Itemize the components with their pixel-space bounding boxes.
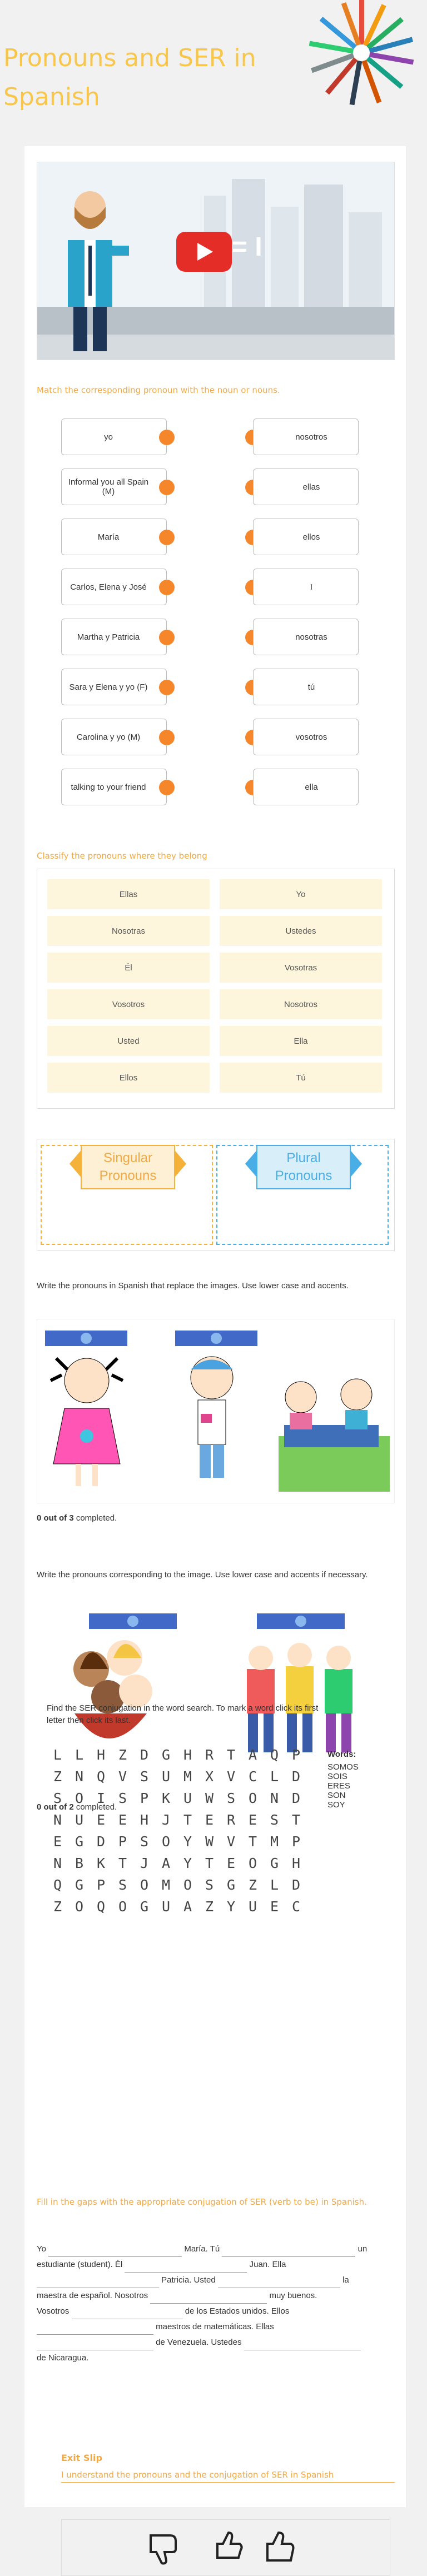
classify-item[interactable]: Ellos [47,1063,210,1093]
wordsearch-word-list [327,1750,359,1810]
thumbs-up-icon[interactable] [267,2533,294,2560]
gap-5[interactable] [218,2276,340,2288]
grid-letter[interactable]: Q [96,1899,106,1915]
grid-letter[interactable]: T [291,1812,301,1828]
answer-field-2[interactable] [175,1331,257,1346]
classify-buckets [37,1139,395,1251]
grid-letter[interactable]: Y [226,1899,236,1915]
pronoun-images-girls-boys [58,1636,369,1763]
grid-letter[interactable]: P [118,1833,127,1850]
grid-letter[interactable]: E [226,1855,236,1871]
grid-letter[interactable]: R [205,1747,214,1763]
match-right-item[interactable]: nosotras [253,619,359,655]
grid-letter[interactable]: D [140,1747,149,1763]
match-left-connector[interactable] [159,430,175,445]
match-left-item[interactable]: Martha y Patricia [61,619,167,655]
match-right-item[interactable]: vosotros [253,719,359,755]
grid-letter[interactable]: S [118,1790,127,1806]
grid-row [47,1812,307,1833]
grid-letter[interactable]: L [53,1747,62,1763]
grid-letter[interactable]: E [248,1812,257,1828]
grid-letter[interactable]: G [161,1747,171,1763]
match-row [61,519,359,557]
grid-letter[interactable]: O [118,1899,127,1915]
wordsearch-grid[interactable] [47,1747,307,1920]
grid-letter[interactable]: T [183,1812,192,1828]
gap-1[interactable] [48,2245,182,2257]
match-right-item[interactable]: nosotros [253,418,359,455]
grid-row [47,1790,307,1812]
grid-letter[interactable]: D [291,1877,301,1893]
grid-letter[interactable]: D [291,1790,301,1806]
grid-letter[interactable]: C [248,1768,257,1785]
grid-row [47,1747,307,1768]
grid-letter[interactable]: Y [183,1833,192,1850]
classify-item[interactable]: Ellas [47,879,210,909]
grid-letter[interactable]: W [205,1790,214,1806]
match-right-item[interactable]: ellas [253,469,359,505]
answer-field-1[interactable] [45,1331,127,1346]
grid-letter[interactable]: H [140,1812,149,1828]
match-instruction: Match the corresponding pronoun with the noun or nouns. [37,385,280,395]
grid-letter[interactable]: T [248,1833,257,1850]
images2-instruction: Write the pronouns corresponding to the image. Use lower case and accents if necessary. [37,1570,368,1580]
classify-item[interactable]: Ustedes [220,916,382,946]
grid-letter[interactable]: V [226,1833,236,1850]
grid-letter[interactable]: M [270,1833,279,1850]
grid-letter[interactable]: S [205,1877,214,1893]
grid-letter[interactable]: U [75,1812,84,1828]
gap-9[interactable] [37,2339,153,2350]
grid-letter[interactable]: I [96,1790,106,1806]
classify-heading [37,851,394,861]
classify-item[interactable]: Ella [220,1026,382,1056]
word-item: SOY [327,1800,345,1810]
grid-letter[interactable]: A [183,1899,192,1915]
fill-heading [37,2197,394,2207]
grid-letter[interactable]: X [205,1768,214,1785]
word-item: SON [327,1791,346,1800]
images1-score: 0 out of 3 completed. [37,1513,117,1523]
fill-instruction: Fill in the gaps with the appropriate conjugation of SER (verb to be) in Spanish. [37,2197,367,2207]
grid-letter[interactable]: N [53,1812,62,1828]
grid-letter[interactable]: G [75,1877,84,1893]
play-icon [197,243,213,261]
grid-letter[interactable]: G [270,1855,279,1871]
match-row [61,569,359,607]
grid-row [47,1855,307,1877]
classify-item[interactable]: Nosotros [220,989,382,1019]
grid-letter[interactable]: K [96,1855,106,1871]
colored-pencils-image [300,0,427,106]
gap-4[interactable] [37,2276,159,2288]
grid-letter[interactable]: L [270,1768,279,1785]
grid-letter[interactable]: Q [270,1747,279,1763]
grid-letter[interactable]: H [183,1747,192,1763]
classify-item[interactable]: Nosotras [47,916,210,946]
grid-letter[interactable]: E [118,1812,127,1828]
grid-letter[interactable]: G [226,1877,236,1893]
grid-letter[interactable]: S [53,1790,62,1806]
grid-letter[interactable]: A [161,1855,171,1871]
grid-letter[interactable]: J [140,1855,149,1871]
grid-letter[interactable]: N [270,1790,279,1806]
match-right-item[interactable]: tú [253,669,359,705]
grid-letter[interactable]: N [75,1768,84,1785]
match-row [61,418,359,457]
match-right-item[interactable]: ellos [253,519,359,555]
grid-letter[interactable]: K [161,1790,171,1806]
grid-letter[interactable]: V [118,1768,127,1785]
gap-7[interactable] [72,2308,183,2319]
grid-letter[interactable]: O [75,1899,84,1915]
grid-letter[interactable]: O [183,1877,192,1893]
gap-8[interactable] [37,2323,153,2335]
grid-letter[interactable]: O [248,1790,257,1806]
classify-item[interactable]: Yo [220,879,382,909]
grid-letter[interactable]: U [161,1899,171,1915]
grid-letter[interactable]: Y [183,1855,192,1871]
fill-paragraph: Yo María. Tú un estudiante (student). Él Juan. Ella Patricia. Usted la maestra de español. Nosotros muy buenos. Vosotros de los Estados unidos. Ellos maestros de matemáticas. Ellas de Venezuela. Ustedes de Nicaragua. [37,2244,368,2363]
classify-item[interactable]: Vosotros [47,989,210,1019]
word-item: SOIS [327,1772,347,1781]
grid-letter[interactable]: M [183,1768,192,1785]
exit-title: Exit Slip [61,2453,102,2463]
grid-letter[interactable]: C [291,1899,301,1915]
grid-row [47,1768,307,1790]
grid-letter[interactable]: S [270,1812,279,1828]
wordsearch-instruction: Find the SER conjugation in the word search. To mark a word click its first letter then click its last. [47,1703,319,1725]
exit-rating [61,2519,390,2576]
grid-letter[interactable]: Z [53,1899,62,1915]
grid-letter[interactable]: E [205,1812,214,1828]
match-right-item[interactable]: ella [253,769,359,805]
images1-section [37,1280,394,1292]
grid-letter[interactable]: P [291,1833,301,1850]
grid-letter[interactable]: P [96,1877,106,1893]
video-equation: = I [232,232,262,262]
grid-letter[interactable]: P [291,1747,301,1763]
grid-letter[interactable]: G [140,1899,149,1915]
match-right-item[interactable]: I [253,569,359,605]
grid-letter[interactable]: O [140,1877,149,1893]
classify-item[interactable]: Tú [220,1063,382,1093]
grid-letter[interactable]: D [96,1833,106,1850]
classify-item[interactable]: Usted [47,1026,210,1056]
grid-letter[interactable]: T [118,1855,127,1871]
grid-letter[interactable]: S [140,1768,149,1785]
grid-letter[interactable]: S [140,1833,149,1850]
word-item: ERES [327,1781,350,1791]
gap-3[interactable] [125,2261,247,2273]
grid-letter[interactable]: E [270,1899,279,1915]
grid-letter[interactable]: U [248,1899,257,1915]
wordsearch-section [47,1702,336,1727]
plural-bucket[interactable] [216,1145,389,1245]
grid-letter[interactable]: M [161,1877,171,1893]
grid-letter[interactable]: Z [118,1747,127,1763]
grid-letter[interactable]: D [291,1768,301,1785]
match-left-item[interactable]: Informal you all Spain (M) [61,469,167,505]
grid-letter[interactable]: S [226,1790,236,1806]
match-left-item[interactable]: Sara y Elena y yo (F) [61,669,167,705]
match-row [61,669,359,707]
grid-letter[interactable]: N [53,1855,62,1871]
grid-letter[interactable]: R [226,1812,236,1828]
match-left-connector[interactable] [159,630,175,645]
images2-score: 0 out of 2 completed. [37,1802,117,1812]
match-left-item[interactable]: Carlos, Elena y José [61,569,167,605]
classify-instruction: Classify the pronouns where they belong [37,851,207,861]
grid-letter[interactable]: E [53,1833,62,1850]
grid-letter[interactable]: T [226,1747,236,1763]
images1-panel [37,1319,395,1503]
grid-letter[interactable]: U [161,1768,171,1785]
grid-letter[interactable]: Z [205,1899,214,1915]
answer-field-5[interactable] [257,1613,345,1629]
grid-letter[interactable]: O [75,1790,84,1806]
match-row [61,719,359,758]
words-title: Words: [327,1750,356,1759]
worksheet-card [24,146,406,2507]
word-item: SOMOS [327,1762,359,1772]
grid-letter[interactable]: A [248,1747,257,1763]
classify-item[interactable]: Vosotras [220,953,382,983]
singular-label: Singular Pronouns [81,1145,175,1189]
match-left-connector[interactable] [159,780,175,795]
match-left-connector[interactable] [159,680,175,695]
match-row [61,769,359,808]
grid-row [47,1877,307,1899]
gap-6[interactable] [150,2292,267,2304]
grid-letter[interactable]: P [140,1790,149,1806]
images1-instruction: Write the pronouns in Spanish that replace the images. Use lower case and accents. [37,1281,349,1291]
grid-letter[interactable]: E [96,1812,106,1828]
youtube-play-button[interactable] [176,232,232,272]
match-left-connector[interactable] [159,530,175,545]
singular-bucket[interactable] [41,1145,213,1245]
grid-letter[interactable]: B [75,1855,84,1871]
thumbs-sideways-icon[interactable] [217,2533,242,2558]
grid-letter[interactable]: U [183,1790,192,1806]
match-left-connector[interactable] [159,730,175,745]
match-left-connector[interactable] [159,580,175,595]
classify-items-panel [37,869,395,1109]
exit-statement: I understand the pronouns and the conjugation of SER in Spanish [61,2470,395,2483]
thumbs-down-icon[interactable] [151,2535,176,2563]
match-left-item[interactable]: yo [61,418,167,455]
images2-section [37,1569,394,1581]
gap-2[interactable] [222,2245,355,2257]
match-row [61,619,359,657]
match-left-item[interactable]: talking to your friend [61,769,167,805]
grid-letter[interactable]: H [96,1747,106,1763]
grid-letter[interactable]: L [75,1747,84,1763]
grid-letter[interactable]: Z [53,1768,62,1785]
grid-letter[interactable]: G [75,1833,84,1850]
grid-letter[interactable]: Q [53,1877,62,1893]
grid-row [47,1899,307,1920]
classify-item[interactable]: Él [47,953,210,983]
grid-letter[interactable]: O [161,1833,171,1850]
grid-letter[interactable]: O [248,1855,257,1871]
match-left-item[interactable]: María [61,519,167,555]
grid-letter[interactable]: S [118,1877,127,1893]
grid-letter[interactable]: W [205,1833,214,1850]
answer-field-4[interactable] [89,1613,177,1629]
match-row [61,469,359,507]
grid-letter[interactable]: H [291,1855,301,1871]
grid-letter[interactable]: J [161,1812,171,1828]
match-left-item[interactable]: Carolina y yo (M) [61,719,167,755]
exit-slip [61,2453,395,2483]
video-player[interactable] [37,162,395,360]
grid-letter[interactable]: Q [96,1768,106,1785]
page-title: Pronouns and SER in Spanish [3,44,256,111]
plural-label: Plural Pronouns [256,1145,351,1189]
grid-row [47,1833,307,1855]
gap-10[interactable] [244,2339,361,2350]
pronoun-images-girl-boy-kids [45,1353,390,1497]
grid-letter[interactable]: L [270,1877,279,1893]
grid-letter[interactable]: T [205,1855,214,1871]
grid-letter[interactable]: Z [248,1877,257,1893]
match-section [37,385,394,395]
grid-letter[interactable]: V [226,1768,236,1785]
match-left-connector[interactable] [159,480,175,495]
